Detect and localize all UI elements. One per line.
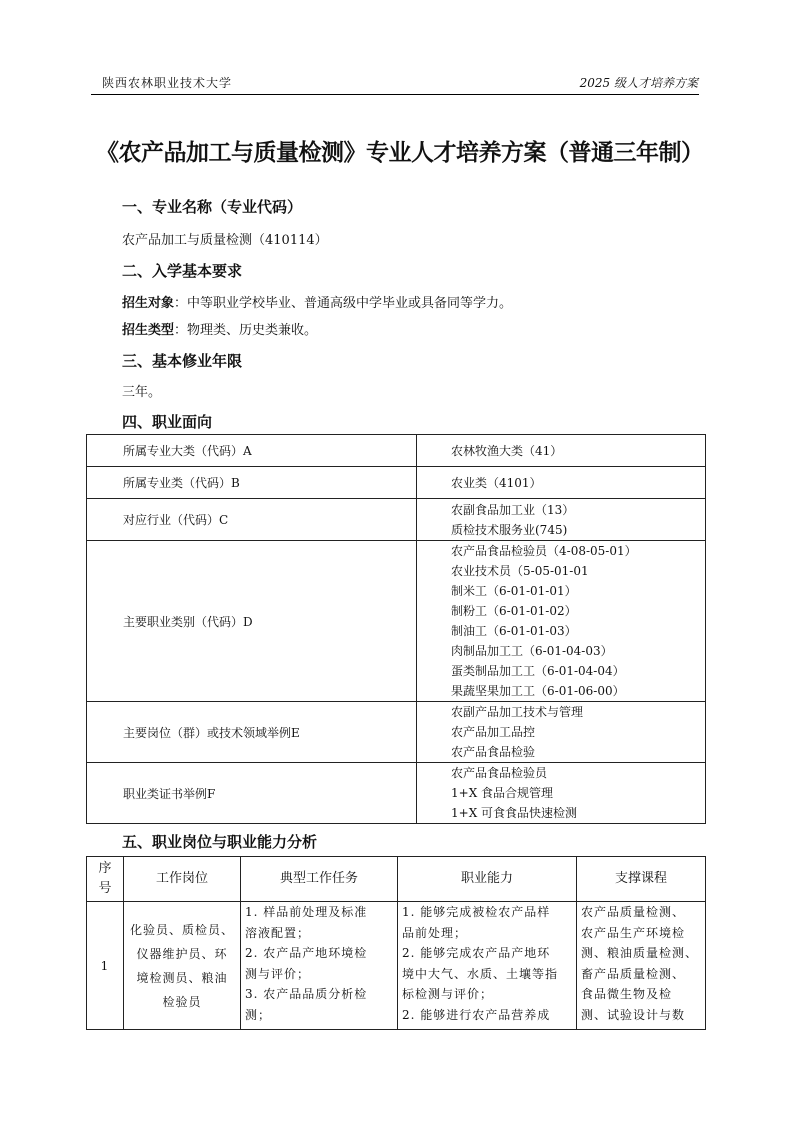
- study-duration: 三年。: [122, 385, 162, 400]
- row-key: 对应行业（代码）C: [87, 499, 417, 541]
- value-line: 农产品食品检验员: [451, 766, 548, 780]
- row-key: 所属专业类（代码）B: [87, 467, 417, 499]
- row-positions: [124, 902, 241, 1030]
- row-value: [417, 702, 706, 763]
- cell-line: 测；: [245, 1007, 272, 1022]
- row-abilities: [398, 902, 577, 1030]
- col-header-abilities: 职业能力: [398, 857, 577, 902]
- cell-line: 化验员、质检员、: [129, 922, 234, 937]
- value-line: 制油工（6-01-01-03）: [451, 624, 577, 638]
- row-key: 主要职业类别（代码）D: [87, 541, 417, 702]
- table-row: [87, 763, 706, 824]
- job-ability-table: [86, 856, 706, 1030]
- cell-line: 境中大气、水质、土壤等指: [402, 966, 559, 981]
- cell-line: 测、粮油质量检测、: [581, 946, 699, 960]
- row-key: 主要岗位（群）或技术领域举例E: [87, 702, 417, 763]
- header-line: 号: [98, 881, 112, 896]
- cell-line: 测与评价；: [245, 966, 311, 981]
- table-header-row: [87, 857, 706, 902]
- enrollment-type-text: ：物理类、历史类兼收。: [174, 323, 318, 338]
- header-divider: [91, 94, 699, 95]
- header-document-name: 2025 级人才培养方案: [579, 76, 698, 90]
- row-key: 所属专业大类（代码）A: [87, 435, 417, 467]
- enrollment-target: [122, 292, 512, 311]
- cell-line: 测、试验设计与数: [581, 1007, 686, 1022]
- row-value: [417, 467, 706, 499]
- value-line: 果蔬坚果加工工（6-01-06-00）: [451, 684, 625, 698]
- cell-line: 2. 农产品产地环境检: [245, 946, 368, 960]
- value-line: 1+X 可食食品快速检测: [451, 806, 578, 820]
- row-courses: [577, 902, 706, 1030]
- section-4-heading: 四、职业面向: [122, 413, 213, 431]
- table-row: [87, 435, 706, 467]
- value-line: 1+X 食品合规管理: [451, 786, 554, 800]
- enrollment-type-label: 招生类型: [122, 323, 175, 338]
- document-title: 《农产品加工与质量检测》专业人才培养方案（普通三年制）: [96, 139, 704, 166]
- row-seq: 1: [87, 902, 124, 1030]
- header-institution: 陕西农林职业技术大学: [102, 76, 233, 90]
- row-tasks: [241, 902, 398, 1030]
- table-row: [87, 499, 706, 541]
- section-5-heading: 五、职业岗位与职业能力分析: [122, 833, 318, 851]
- col-header-tasks: 典型工作任务: [241, 857, 398, 902]
- table-row: [87, 902, 706, 1030]
- cell-line: 仪器维护员、环: [136, 946, 228, 961]
- table-row: [87, 702, 706, 763]
- value-line: 农产品食品检验员（4-08-05-01）: [451, 544, 637, 558]
- value-line: 制粉工（6-01-01-02）: [451, 604, 577, 618]
- row-value: [417, 763, 706, 824]
- row-key: 职业类证书举例F: [87, 763, 417, 824]
- value-line: 农业技术员（5-05-01-01: [451, 564, 589, 578]
- career-orientation-table: [86, 434, 706, 824]
- value-line: 蛋类制品加工工（6-01-04-04）: [451, 664, 625, 678]
- section-1-heading: 一、专业名称（专业代码）: [122, 198, 303, 216]
- value-line: 农产品食品检验: [451, 745, 536, 759]
- major-name-code: 农产品加工与质量检测（410114）: [122, 233, 328, 248]
- cell-line: 品前处理；: [402, 925, 468, 940]
- cell-line: 2. 能够完成农产品产地环: [402, 946, 551, 960]
- table-row: [87, 467, 706, 499]
- table-row: [87, 541, 706, 702]
- enrollment-target-label: 招生对象: [122, 296, 175, 311]
- cell-line: 农产品质量检测、: [581, 905, 686, 919]
- value-line: 农产品加工品控: [451, 725, 536, 739]
- value-line: 农副产品加工技术与管理: [451, 705, 584, 719]
- col-header-position: 工作岗位: [124, 857, 241, 902]
- col-header-seq: [87, 857, 124, 902]
- row-value: [417, 499, 706, 541]
- cell-line: 畜产品质量检测、: [581, 966, 686, 981]
- value-line: 农副食品加工业（13）: [451, 502, 575, 517]
- value-line: 肉制品加工工（6-01-04-03）: [451, 644, 613, 658]
- cell-line: 溶液配置；: [245, 925, 311, 940]
- section-3-heading: 三、基本修业年限: [122, 352, 243, 370]
- cell-line: 1. 样品前处理及标准: [245, 905, 368, 919]
- cell-line: 境检测员、粮油: [136, 970, 228, 985]
- row-value: [417, 435, 706, 467]
- cell-line: 食品微生物及检: [581, 987, 673, 1001]
- value-line: 质检技术服务业(745): [451, 522, 568, 537]
- enrollment-target-text: ：中等职业学校毕业、普通高级中学毕业或具备同等学力。: [174, 296, 513, 311]
- cell-line: 2. 能够进行农产品营养成: [402, 1007, 551, 1022]
- section-2-heading: 二、入学基本要求: [122, 262, 243, 280]
- cell-line: 检验员: [162, 994, 202, 1009]
- cell-line: 1. 能够完成被检农产品样: [402, 905, 551, 919]
- header-line: 序: [98, 861, 112, 876]
- value-line: 农业类（4101）: [451, 475, 542, 490]
- row-value: [417, 541, 706, 702]
- enrollment-type: [122, 319, 317, 338]
- cell-line: 标检测与评价；: [402, 987, 494, 1001]
- col-header-courses: 支撑课程: [577, 857, 706, 902]
- cell-line: 3. 农产品品质分析检: [245, 987, 368, 1001]
- value-line: 农林牧渔大类（41）: [451, 443, 563, 458]
- value-line: 制米工（6-01-01-01）: [451, 584, 577, 598]
- cell-line: 农产品生产环境检: [581, 925, 686, 940]
- page-header: [102, 74, 698, 94]
